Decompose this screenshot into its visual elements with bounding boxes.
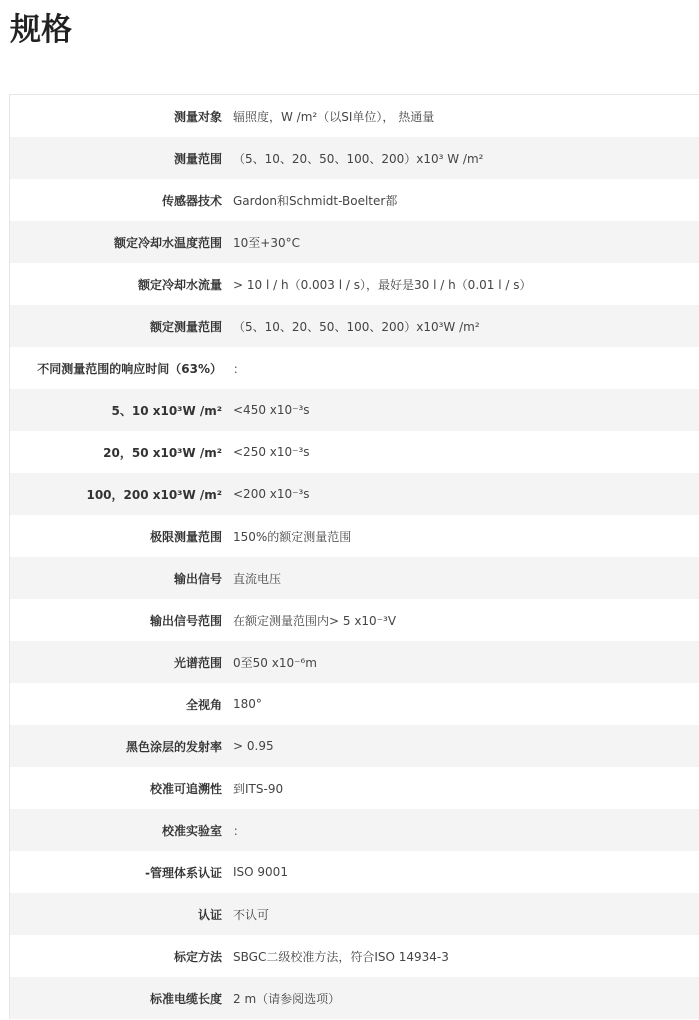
spec-key: 黑色涂层的发射率 — [125, 739, 222, 754]
spec-key: 输出信号范围 — [149, 613, 222, 628]
spec-value: 到ITS-90 — [233, 781, 284, 796]
spec-value: SBGC二级校准方法，符合ISO 14934-3 — [233, 949, 449, 964]
spec-value: 直流电压 — [233, 571, 282, 586]
spec-row — [10, 599, 699, 641]
spec-key: -管理体系认证 — [145, 865, 222, 880]
spec-row — [10, 347, 699, 389]
spec-value: （5、10、20、50、100、200）x10³ W /m² — [233, 151, 484, 166]
spec-row — [10, 137, 699, 179]
spec-value: 0至50 x10⁻⁶m — [233, 655, 317, 670]
spec-value: <200 x10⁻³s — [233, 487, 310, 501]
spec-value: 10至+30°C — [233, 235, 300, 250]
spec-row — [10, 389, 699, 431]
spec-value: > 0.95 — [233, 739, 274, 753]
spec-row — [10, 263, 699, 305]
spec-key: 认证 — [197, 907, 222, 922]
spec-value: ： — [233, 361, 246, 376]
spec-value: 在额定测量范围内> 5 x10⁻³V — [233, 613, 397, 628]
spec-row — [10, 767, 699, 809]
spec-key: 全视角 — [185, 697, 222, 712]
spec-key: 输出信号 — [173, 571, 222, 586]
spec-key: 5、10 x10³W /m² — [111, 403, 222, 418]
spec-row — [10, 431, 699, 473]
spec-value: 150%的额定测量范围 — [233, 529, 352, 544]
spec-row — [10, 683, 699, 725]
spec-row — [10, 809, 699, 851]
spec-row — [10, 893, 699, 935]
spec-key: 校准实验室 — [161, 823, 222, 838]
spec-key: 额定测量范围 — [149, 319, 222, 334]
spec-key: 额定冷却水温度范围 — [113, 235, 222, 250]
spec-value: 180° — [233, 697, 262, 711]
spec-value: 辐照度，W /m²（以SI单位）， 热通量 — [233, 109, 435, 124]
spec-row — [10, 95, 699, 137]
spec-row — [10, 179, 699, 221]
spec-value: <250 x10⁻³s — [233, 445, 310, 459]
spec-key: 光谱范围 — [173, 655, 222, 670]
spec-row — [10, 515, 699, 557]
spec-row — [10, 473, 699, 515]
spec-row — [10, 725, 699, 767]
spec-value: 2 m（请参阅选项） — [233, 991, 341, 1006]
spec-key: 极限测量范围 — [149, 529, 222, 544]
page-title: 规格 — [10, 12, 72, 48]
spec-key: 校准可追溯性 — [149, 781, 222, 796]
spec-value: Gardon和Schmidt-Boelter都 — [233, 193, 398, 208]
spec-key: 100，200 x10³W /m² — [86, 487, 222, 502]
spec-key: 标定方法 — [173, 949, 222, 964]
spec-value: > 10 l / h（0.003 l / s），最好是30 l / h（0.01 l / s） — [233, 277, 532, 292]
spec-key: 测量范围 — [173, 151, 222, 166]
spec-row — [10, 977, 699, 1019]
spec-key: 传感器技术 — [161, 193, 222, 208]
spec-table — [9, 94, 699, 1019]
spec-row — [10, 221, 699, 263]
spec-key: 标准电缆长度 — [149, 991, 222, 1006]
spec-value: ： — [233, 823, 246, 838]
spec-row — [10, 851, 699, 893]
spec-value: 不认可 — [233, 907, 270, 922]
spec-key: 测量对象 — [173, 109, 222, 124]
spec-key: 额定冷却水流量 — [137, 277, 222, 292]
spec-value: ISO 9001 — [233, 865, 288, 879]
spec-value: （5、10、20、50、100、200）x10³W /m² — [233, 319, 480, 334]
spec-value: <450 x10⁻³s — [233, 403, 310, 417]
spec-row — [10, 305, 699, 347]
spec-key: 不同测量范围的响应时间（63%） — [37, 361, 222, 376]
spec-row — [10, 641, 699, 683]
spec-key: 20，50 x10³W /m² — [103, 445, 222, 460]
spec-row — [10, 935, 699, 977]
spec-row — [10, 557, 699, 599]
